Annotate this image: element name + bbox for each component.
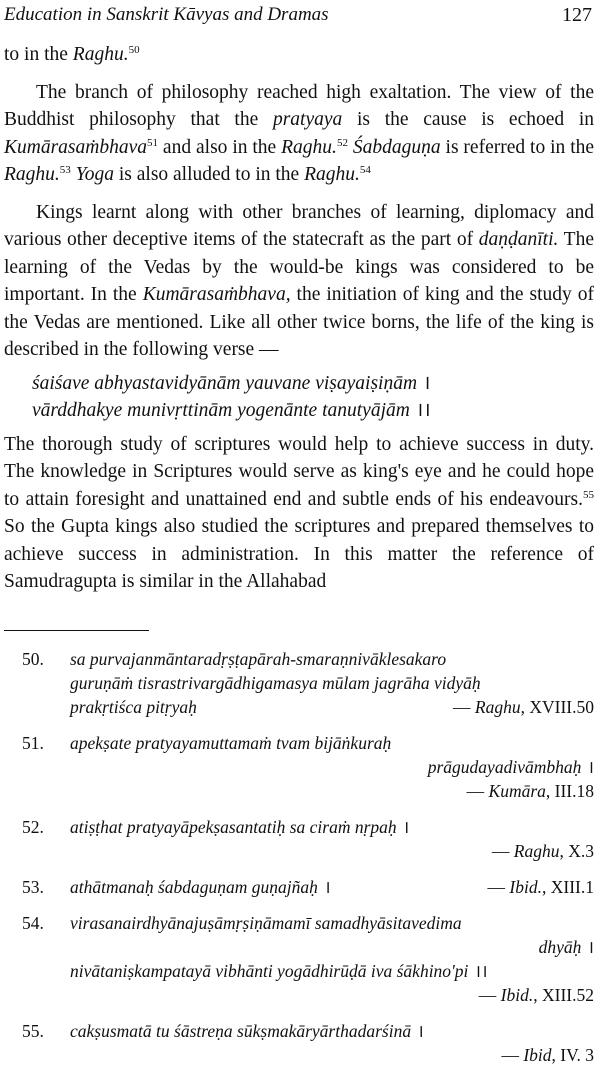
paragraph-philosophy: The branch of philosophy reached high exaltation. The view of the Buddhist philosophy that the pratyaya is the cause is echoed in Kumārasaṁbhava$^{51}$ and also in the Raghu.$^{52}$ Śabdaguṇa is referred to in the Raghu.$^{53}$ Yoga is also alluded to in the Raghu.$^{54}$ bbox=[4, 81, 595, 185]
verse-line: śaiśave abhyastavidyānām yauvane viṣayaiṣiṇām । bbox=[32, 372, 431, 394]
footnote-ref: 55 bbox=[583, 488, 594, 501]
footnote-ref: 52 bbox=[336, 136, 348, 149]
footnote-divider bbox=[4, 630, 149, 631]
footnote-number: 55. bbox=[22, 1021, 44, 1041]
citation: — Kumāra, III.18 bbox=[466, 781, 594, 801]
paragraph-continuation: to in the Raghu.$^{50}$ bbox=[4, 44, 140, 65]
footnote-ref: 53 bbox=[59, 164, 71, 176]
citation: — Raghu, X.3 bbox=[491, 841, 594, 861]
footnote-53: 53. athātmanaḥ śabdaguṇam guṇajñaḥ । — Ibid., XIII.1 bbox=[22, 877, 594, 897]
footnote-52: 52. atiṣṭhat pratyayāpekṣasantatiḥ sa ciraṁ nṛpaḥ । — Raghu, X.3 bbox=[22, 817, 594, 861]
footnote-number: 50. bbox=[22, 649, 44, 669]
running-title: Education in Sanskrit Kāvyas and Dramas bbox=[4, 4, 329, 25]
footnote-55: 55. cakṣusmatā tu śāstreṇa sūkṣmakāryārthadarśinā । — Ibid, IV. 3 bbox=[22, 1021, 594, 1065]
footnote-ref: 50 bbox=[128, 44, 140, 56]
footnotes bbox=[4, 647, 594, 1079]
paragraph-kings: Kings learnt along with other branches of learning, diplomacy and various other deceptive items of the statecraft as the part of daṇḍanīti. The learning of the Vedas by the would-be kings was considered to be important. In the Kumārasaṁbhava, the initiation of king and the study of the Vedas are mentioned. Like all other twice borns, the life of the king is described in the following verse — bbox=[4, 201, 594, 360]
verse-line: vārddhakye munivṛttinām yogenānte tanutyājām ।। bbox=[32, 400, 431, 421]
citation: — Ibid, IV. 3 bbox=[501, 1045, 594, 1065]
footnote-number: 54. bbox=[22, 913, 44, 933]
verse-quotation bbox=[32, 370, 594, 425]
footnote-ref: 54 bbox=[359, 164, 371, 176]
footnote-number: 51. bbox=[22, 733, 44, 753]
footnote-54: 54. virasanairdhyānajuṣāmṛṣiṇāmamī samadhyāsitavedima dhyāḥ । nivātaniṣkampatayā vibhānti yogādhirūḍā iva śākhino'pi ।। — Ibid., XIII.52 bbox=[22, 913, 594, 1005]
footnote-number: 52. bbox=[22, 817, 44, 837]
footnote-51: 51. apekṣate pratyayamuttamaṁ tvam bijāṅkuraḥ prāgudayadivāmbhaḥ । — Kumāra, III.18 bbox=[22, 733, 594, 801]
citation: — Ibid., XIII.1 bbox=[487, 877, 594, 897]
body-text bbox=[4, 41, 594, 596]
citation: — Raghu, XVIII.50 bbox=[453, 697, 594, 717]
footnote-50: 50. sa purvajanmāntaradṛṣṭapārah-smaraṇnivāklesakaro guruṇāṁ tisrastrivargādhigamasya mūlam jagrāha vidyāḥ prakṛtiśca pitṛyaḥ — Raghu, XVIII.50 bbox=[22, 649, 594, 717]
page-number: 127 bbox=[562, 4, 592, 26]
citation: — Ibid., XIII.52 bbox=[478, 985, 594, 1005]
paragraph-scriptures: The thorough study of scriptures would help to achieve success in duty. The knowledge in Scriptures would serve as king's eye and he could hope to attain foresight and unattained end and subtle ends of his endeavours.$^{55}$ So the Gupta kings also studied the scriptures and prepared themselves to achieve success in administration. In this matter the reference of Samudragupta is similar in the Allahabad bbox=[4, 433, 594, 592]
footnote-ref: 51 bbox=[147, 136, 159, 149]
page-header bbox=[4, 4, 592, 30]
footnote-number: 53. bbox=[22, 877, 44, 897]
